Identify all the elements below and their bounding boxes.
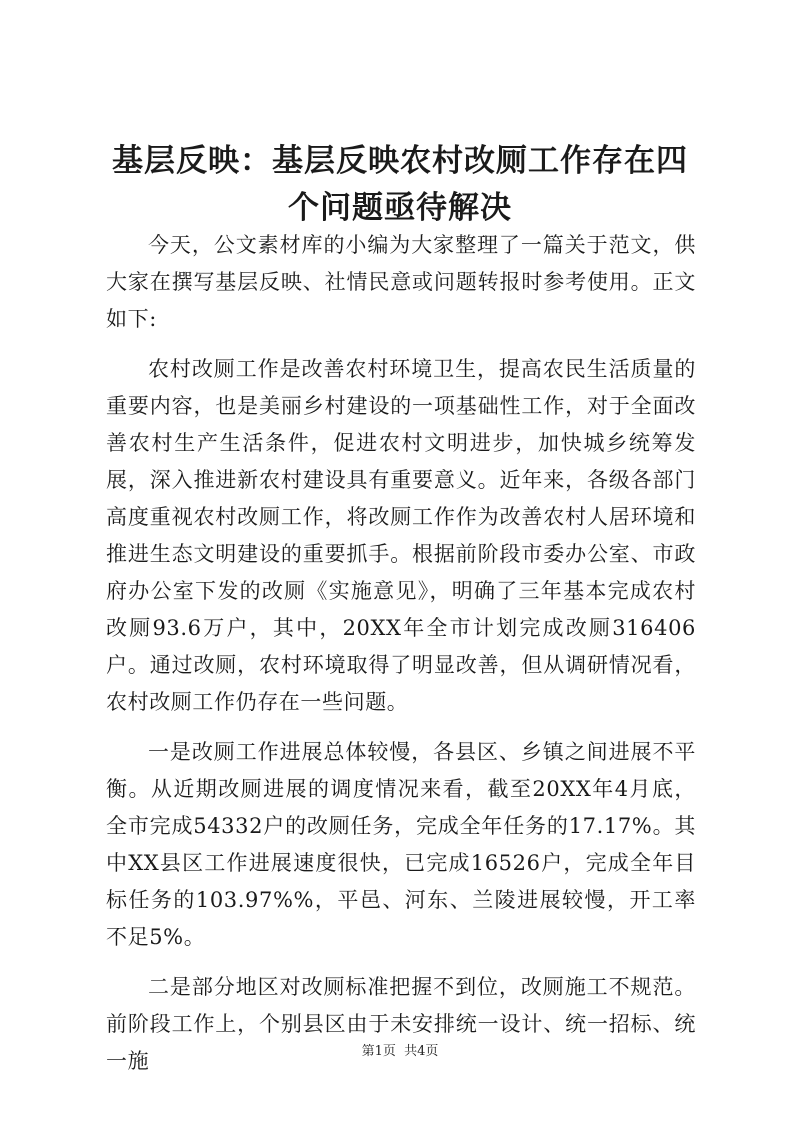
page-number: 第1页 [361,1044,396,1059]
paragraph-background: 农村改厕工作是改善农村环境卫生，提高农民生活质量的重要内容，也是美丽乡村建设的一项基础性工作，对于全面改善农村生产生活条件，促进农村文明进步，加快城乡统筹发展，深入推进新农村建设具有重要意义。近年来，各级各部门高度重视农村改厕工作，将改厕工作作为改善农村人居环境和推进生态文明建设的重要抓手。根据前阶段市委办公室、市政府办公室下发的改厕《实施意见》，明确了三年基本完成农村改厕93.6万户，其中，20XX年全市计划完成改厕316406户。通过改厕，农村环境取得了明显改善，但从调研情况看，农村改厕工作仍存在一些问题。 [106,357,696,714]
document-title: 基层反映：基层反映农村改厕工作存在四个问题亟待解决 [112,143,688,226]
page-footer [0,1043,800,1061]
document-body [106,227,696,1093]
paragraph-issue-two: 二是部分地区对改厕标准把握不到位，改厕施工不规范。前阶段工作上，个别县区由于未安排统一设计、统一招标、统一施 [106,975,696,1073]
paragraph-intro: 今天，公文素材库的小编为大家整理了一篇关于范文，供大家在撰写基层反映、社情民意或问题转报时参考使用。正文如下: [106,233,696,331]
paragraph-issue-one: 一是改厕工作进展总体较慢，各县区、乡镇之间进展不平衡。从近期改厕进展的调度情况来看，截至20XX年4月底，全市完成54332户的改厕任务，完成全年任务的17.17%。其中XX县区工作进展速度很快，已完成16526户，完成全年目标任务的103.97%%，平邑、河东、兰陵进展较慢，开工率不足5%。 [106,740,696,949]
page-total: 共4页 [404,1044,439,1059]
